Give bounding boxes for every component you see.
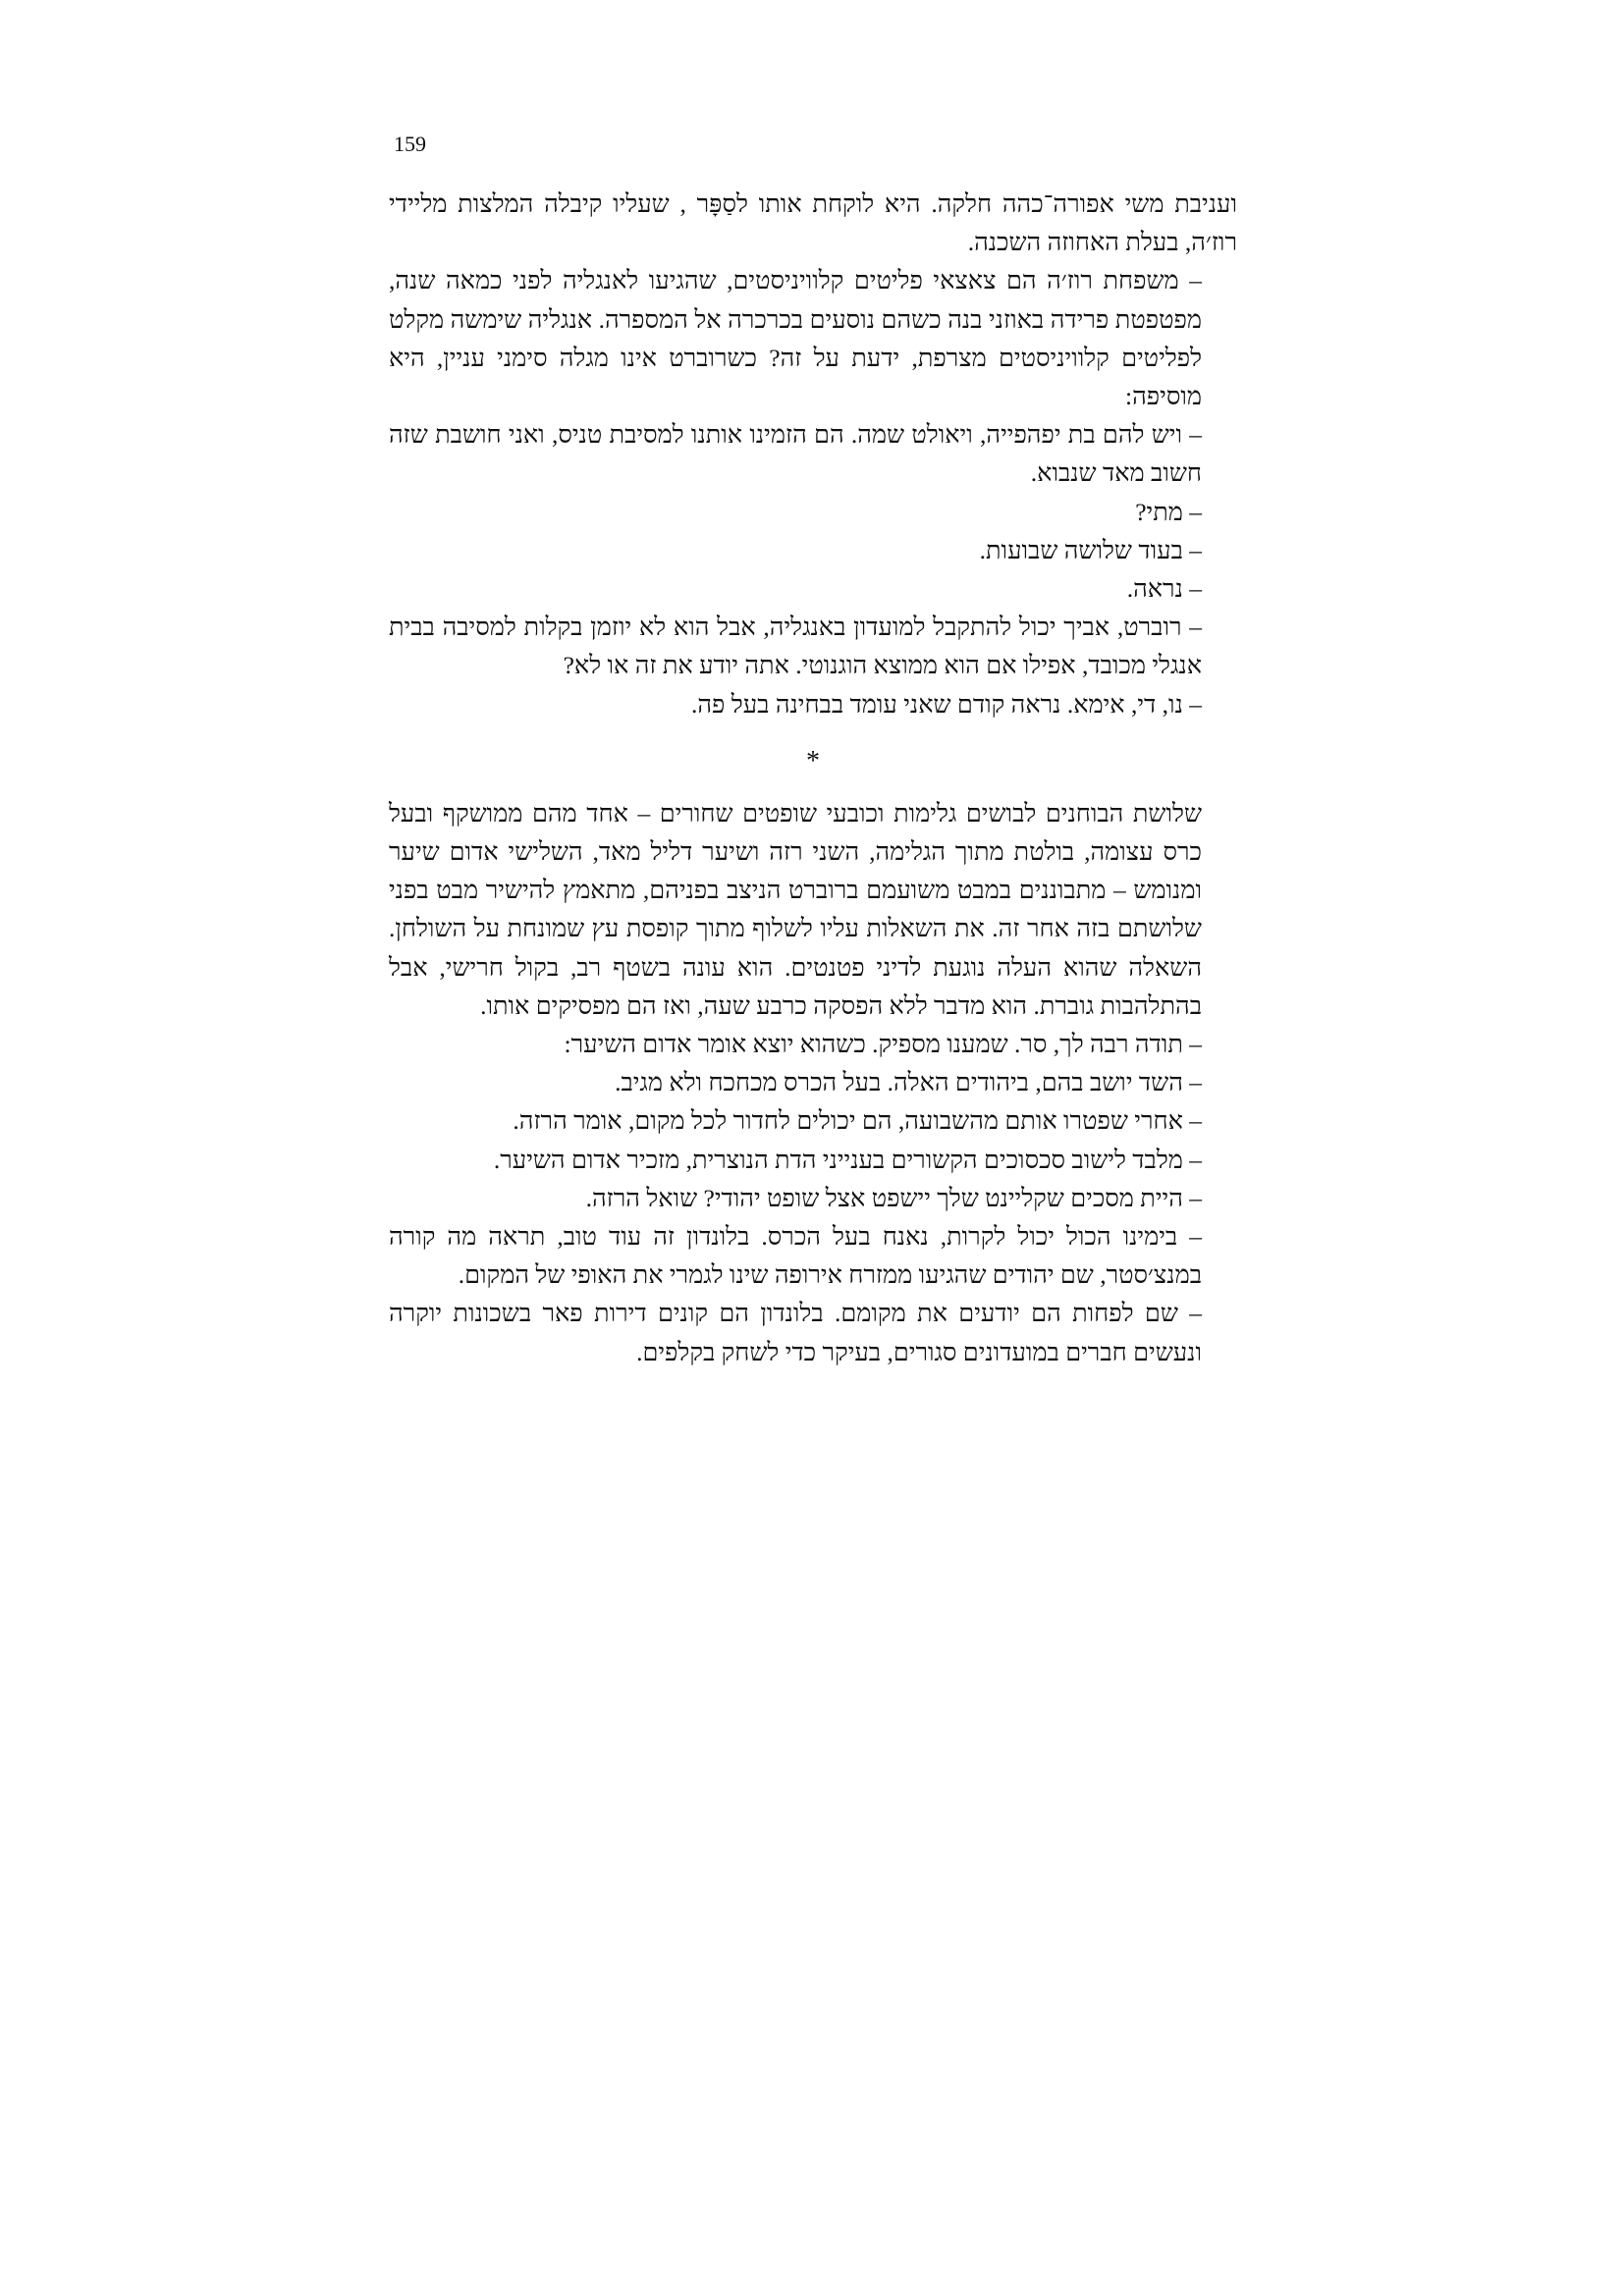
dialogue-line: – נראה. <box>1126 574 1202 604</box>
page-number: 159 <box>394 132 426 156</box>
dialogue-line: – מתי? <box>1135 497 1202 526</box>
section-separator: * <box>806 745 820 776</box>
dialogue-line: – נו, די, אימא. נראה קודם שאני עומד בבחינה בעל פה. <box>691 689 1202 719</box>
dialogue-line: – ויש להם בת יפהפייה, ויאולט שמה. הם הזמינו אותנו למסיבת טניס, ואני חושבת שזה חשוב מאד שנבוא. <box>389 420 1202 488</box>
page-text <box>389 185 1237 1371</box>
dialogue-line: – תודה רבה לך, סר. שמענו מספיק. כשהוא יוצא אומר אדום השיער: <box>564 1030 1202 1059</box>
paragraph: שלושת הבוחנים לבושים גלימות וכובעי שופטים שחורים – אחד מהם ממושקף ובעל כרס עצומה, בולטת מתוך הגלימה, השני רזה ושיער דליל מאד, השלישי אדום שיער ומנומש – מתבוננים במבט משועמם ברוברט הניצב בפניהם, מתאמץ להישיר מבט בפני שלושתם בזה אחר זה. את השאלות עליו לשלוף מתוך קופסת עץ שמונחת על השולחן. השאלה שהוא העלה נוגעת לדיני פטנטים. הוא עונה בשטף רב, בקול חרישי, אבל בהתלהבות גוברת. הוא מדבר ללא הפסקה כרבע שעה, ואז הם מפסיקים אותו. <box>389 798 1202 1020</box>
dialogue-line: – מלבד לישוב סכסוכים הקשורים בענייני הדת הנוצרית, מזכיר אדום השיער. <box>493 1145 1202 1174</box>
dialogue-line: – היית מסכים שקליינט שלך יישפט אצל שופט יהודי? שואל הרזה. <box>585 1183 1202 1212</box>
dialogue-line: – השד יושב בהם, ביהודים האלה. בעל הכרס מכחכח ולא מגיב. <box>615 1068 1202 1097</box>
dialogue-line: – בעוד שלושה שבועות. <box>979 535 1202 564</box>
dialogue-line: – אחרי שפטרו אותם מהשבועה, הם יכולים לחדור לכל מקום, אומר הרזה. <box>513 1106 1202 1136</box>
paragraph: ועניבת משי אפורה־כהה חלקה. היא לוקחת אותו לסַפָּר , שעליו קיבלה המלצות מליידי רוז׳ה, בעלת האחוזה השכנה. <box>389 189 1237 257</box>
dialogue-line: – בימינו הכול יכול לקרות, נאנח בעל הכרס. בלונדון זה עוד טוב, תראה מה קורה במנצ׳סטר, שם יהודים שהגיעו ממזרח אירופה שינו לגמרי את האופי של המקום. <box>389 1222 1202 1290</box>
dialogue-line: – רוברט, אביך יכול להתקבל למועדון באנגליה, אבל הוא לא יוזמן בקלות למסיבה בבית אנגלי מכובד, אפילו אם הוא ממוצא הוגנוטי. אתה יודע את זה או לא? <box>389 613 1202 680</box>
dialogue-line: – משפחת רוז׳ה הם צאצאי פליטים קלוויניסטים, שהגיעו לאנגליה לפני כמאה שנה, מפטפטת פרידה באוזני בנה כשהם נוסעים בכרכרה אל המספרה. אנגליה שימשה מקלט לפליטים קלוויניסטים מצרפת, ידעת על זה? כשרוברט אינו מגלה סימני עניין, היא מוסיפה: <box>389 266 1202 411</box>
dialogue-line: – שם לפחות הם יודעים את מקומם. בלונדון הם קונים דירות פאר בשכונות יוקרה ונעשים חברים במועדונים סגורים, בעיקר כדי לשחק בקלפים. <box>389 1299 1202 1366</box>
